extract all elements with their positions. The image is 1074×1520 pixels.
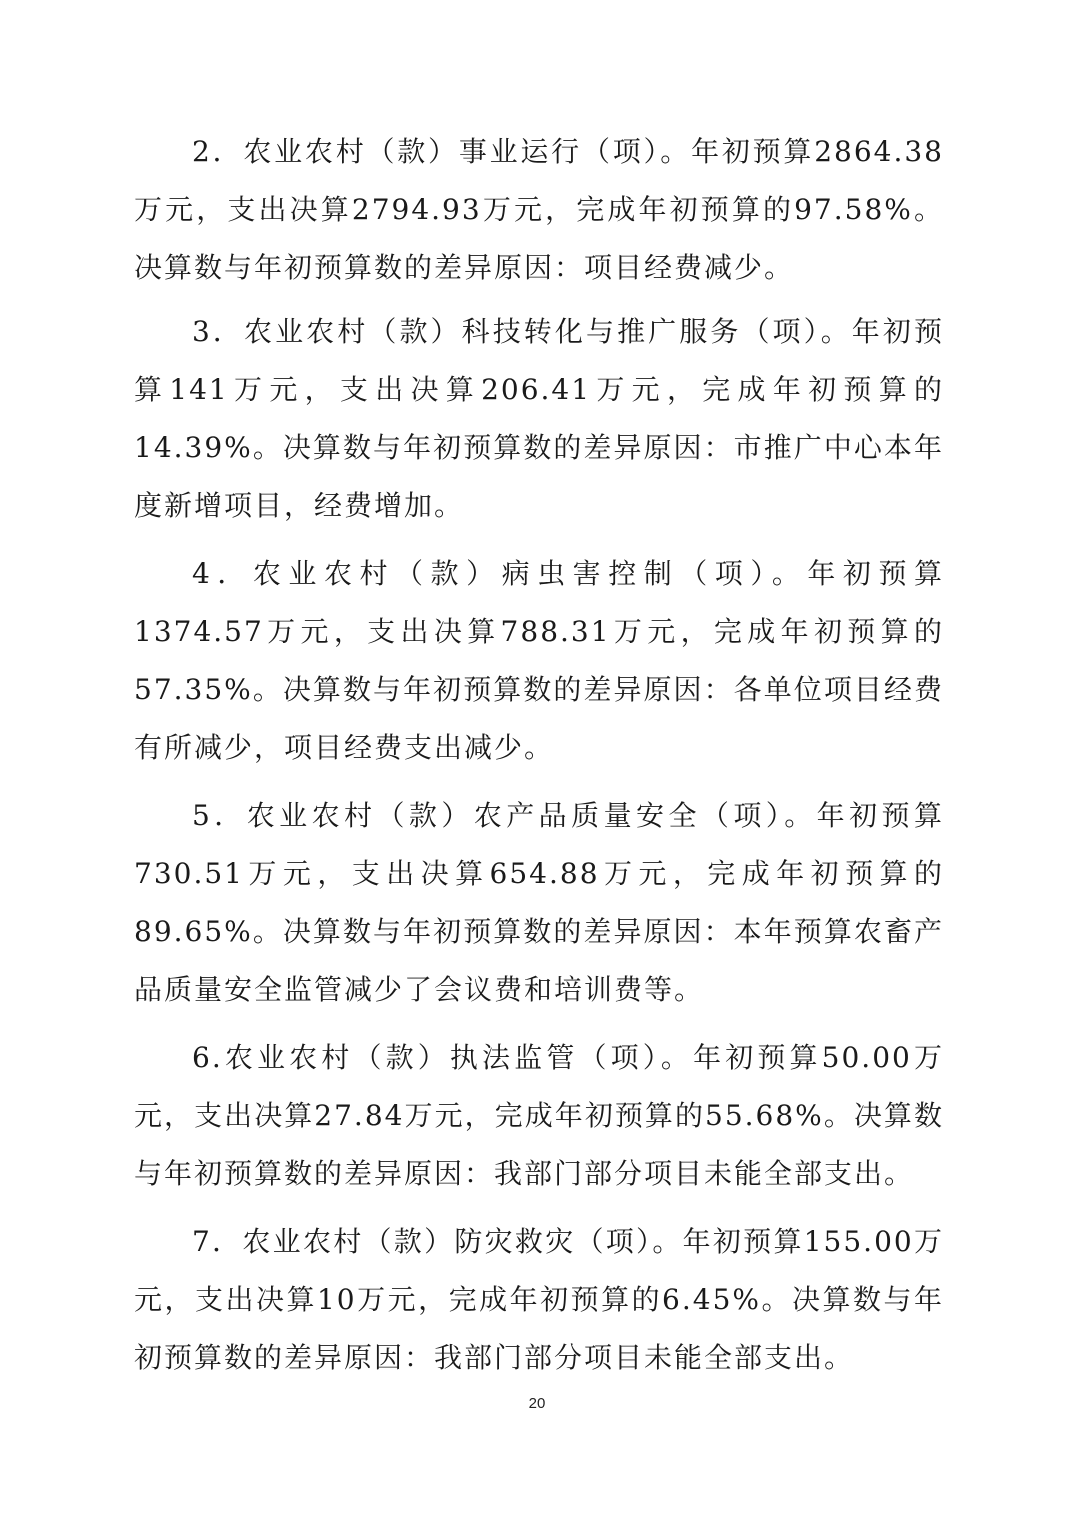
paragraph-item-3: 3．农业农村（款）科技转化与推广服务（项）。年初预算141万元，支出决算206.41万元，完成年初预算的14.39%。决算数与年初预算数的差异原因：市推广中心本年度新增项目，经费增加。 [134,315,944,522]
page-number: 20 [528,1395,546,1412]
paragraph-item-5: 5．农业农村（款）农产品质量安全（项）。年初预算730.51万元，支出决算654.88万元，完成年初预算的89.65%。决算数与年初预算数的差异原因：本年预算农畜产品质量安全监管减少了会议费和培训费等。 [134,799,944,1006]
paragraph-item-6: 6.农业农村（款）执法监管（项）。年初预算50.00万元，支出决算27.84万元，完成年初预算的55.68%。决算数与年初预算数的差异原因：我部门部分项目未能全部支出。 [134,1041,944,1190]
paragraph-item-7: 7．农业农村（款）防灾救灾（项）。年初预算155.00万元，支出决算10万元，完成年初预算的6.45%。决算数与年初预算数的差异原因：我部门部分项目未能全部支出。 [134,1225,944,1374]
paragraph-item-2: 2．农业农村（款）事业运行（项）。年初预算2864.38万元，支出决算2794.93万元，完成年初预算的97.58%。决算数与年初预算数的差异原因：项目经费减少。 [134,135,944,284]
paragraph-item-4: 4．农业农村（款）病虫害控制（项）。年初预算1374.57万元，支出决算788.31万元，完成年初预算的57.35%。决算数与年初预算数的差异原因：各单位项目经费有所减少，项目经费支出减少。 [134,557,944,764]
